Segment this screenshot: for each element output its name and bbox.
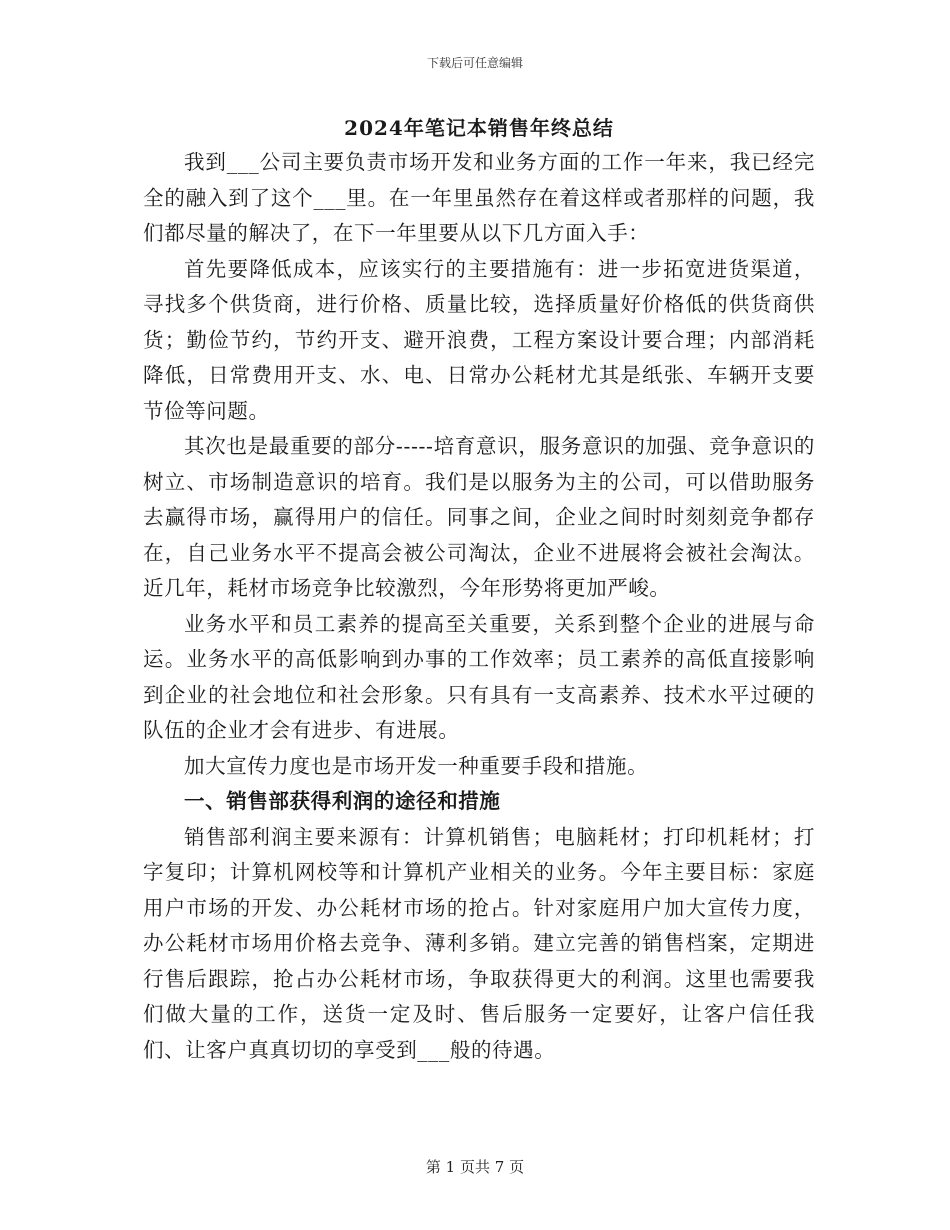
paragraph-profit-sources: 销售部利润主要来源有：计算机销售；电脑耗材；打印机耗材；打字复印；计算机网校等和计算机产业相关的业务。今年主要目标：家庭用户市场的开发、办公耗材市场的抢占。针对家庭用户加大宣传力度，办公耗材市场用价格去竞争、薄利多销。建立完善的销售档案，定期进行售后跟踪，抢占办公耗材市场，争取获得更大的利润。这里也需要我们做大量的工作，送货一定及时、售后服务一定要好，让客户信任我们、让客户真真切切的享受到___般的待遇。	[143, 824, 815, 1062]
document-body	[143, 113, 815, 1068]
paragraph-publicity: 加大宣传力度也是市场开发一种重要手段和措施。	[184, 753, 649, 778]
page-indicator: 第 1 页共 7 页	[425, 1158, 525, 1176]
section-heading: 一、销售部获得利润的途径和措施	[184, 789, 501, 813]
paragraph-cost-reduction: 首先要降低成本，应该实行的主要措施有：进一步拓宽进货渠道，寻找多个供货商，进行价格、质量比较，选择质量好价格低的供货商供货；勤俭节约，节约开支、避开浪费，工程方案设计要合理；内部消耗降低，日常费用开支、水、电、日常办公耗材尤其是纸张、车辆开支要节俭等问题。	[143, 256, 815, 423]
paragraph-intro: 我到___公司主要负责市场开发和业务方面的工作一年来，我已经完全的融入到了这个___里。在一年里虽然存在着这样或者那样的问题，我们都尽量的解决了，在下一年里要从以下几方面入手：	[143, 150, 815, 245]
page-header-note: 下载后可任意编辑	[426, 56, 523, 70]
paragraph-staff-quality: 业务水平和员工素养的提高至关重要，关系到整个企业的进展与命运。业务水平的高低影响到办事的工作效率；员工素养的高低直接影响到企业的社会地位和社会形象。只有具有一支高素养、技术水平过硬的队伍的企业才会有进步、有进展。	[143, 611, 815, 742]
paragraph-awareness: 其次也是最重要的部分-----培育意识，服务意识的加强、竞争意识的树立、市场制造意识的培育。我们是以服务为主的公司，可以借助服务去赢得市场，赢得用户的信任。同事之间，企业之间时时刻刻竞争都存在，自己业务水平不提高会被公司淘汰，企业不进展将会被社会淘汰。近几年，耗材市场竞争比较激烈，今年形势将更加严峻。	[143, 434, 815, 600]
document-title: 2024年笔记本销售年终总结	[344, 116, 614, 140]
